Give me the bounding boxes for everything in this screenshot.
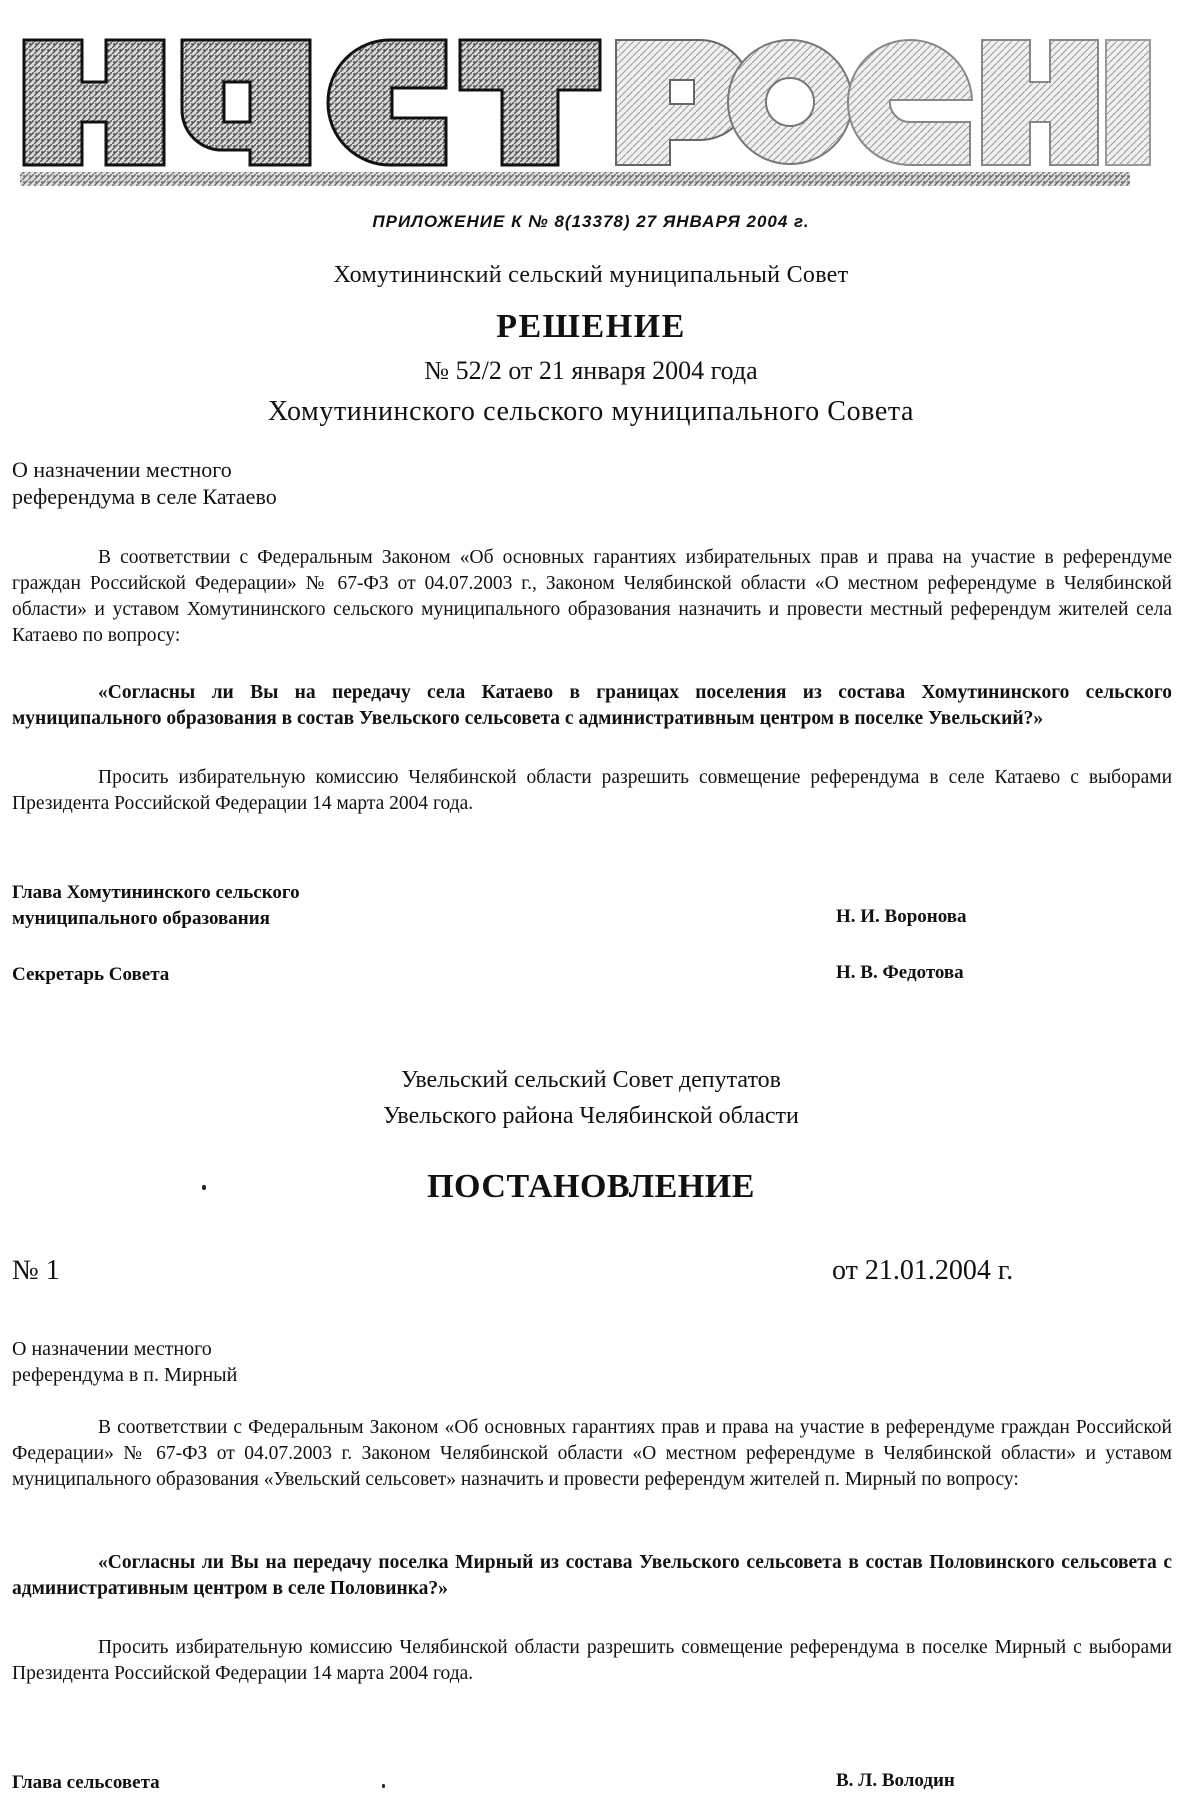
doc2-signatory-name: В. Л. Володин [836, 1770, 955, 1791]
doc2-body [12, 1415, 1172, 1493]
doc1-of-line: Хомутининского сельского муниципального Совета [267, 396, 915, 427]
doc2-subject-line-1: О назначении местного [12, 1338, 212, 1360]
doc2-date: от 21.01.2004 г. [832, 1255, 1014, 1286]
doc2-number: № 1 [12, 1255, 60, 1286]
doc1-subject-line-1: О назначении местного [12, 457, 232, 482]
doc1-body-text: В соответствии с Федеральным Законом «Об основных гарантиях избирательных прав и права на участие в референдуме граждан Российской Федерации» № 67-ФЗ от 04.07.2003 г., Законом Челябинской области «О местном референдуме в Челябинской области» и уставом Хомутининского сельского муниципального образования назначить и провести местный референдум жителей села Катаево по вопросу: [12, 547, 1172, 646]
doc1-request [12, 765, 1172, 817]
doc1-signatory-1-title [12, 880, 300, 932]
doc1-question [12, 680, 1172, 732]
newspaper-masthead [10, 0, 1170, 205]
print-speck [382, 1784, 385, 1788]
doc2-request [12, 1635, 1172, 1687]
doc1-signatory-1-name: Н. И. Воронова [836, 906, 967, 927]
doc2-request-text: Просить избирательную комиссию Челябинской области разрешить совмещение референдума в поселке Мирный с выборами Президента Российской Федерации 14 марта 2004 года. [12, 1637, 1172, 1684]
doc2-body-text: В соответствии с Федеральным Законом «Об основных гарантиях прав и права на участие в референдуме граждан Российской Федерации» № 67-ФЗ от 04.07.2003 г. Законом Челябинской области «О местном референдуме в Челябинской области» и уставом муниципального образования «Увельский сельсовет» назначить и провести референдум жителей п. Мирный по вопросу: [12, 1417, 1172, 1490]
doc1-council: Хомутининский сельский муниципальный Совет [333, 262, 849, 288]
doc2-subject-line-2: референдума в п. Мирный [12, 1364, 238, 1386]
supplement-line: ПРИЛОЖЕНИЕ К № 8(13378) 27 ЯНВАРЯ 2004 г. [372, 212, 810, 231]
doc1-subject [12, 456, 277, 510]
doc2-council [0, 1062, 1182, 1134]
doc1-sig1-title-line-1: Глава Хомутининского сельского [12, 882, 300, 903]
doc1-number-line: № 52/2 от 21 января 2004 года [424, 356, 758, 385]
doc2-signatory-title: Глава сельсовета [12, 1772, 160, 1793]
doc1-body [12, 545, 1172, 649]
doc1-sig1-title-line-2: муниципального образования [12, 908, 270, 929]
doc2-type: ПОСТАНОВЛЕНИЕ [427, 1168, 755, 1205]
doc1-signatory-2-name: Н. В. Федотова [836, 962, 964, 983]
doc2-question-text: «Согласны ли Вы на передачу поселка Мирный из состава Увельского сельсовета в состав Половинского сельсовета с административным центром в селе Половинка?» [12, 1552, 1172, 1599]
doc1-question-text: «Согласны ли Вы на передачу села Катаево в границах поселения из состава Хомутининского сельского муниципального образования в состав Увельского сельсовета с административным центром в поселке Увельский?» [12, 682, 1172, 729]
doc2-council-line-2: Увельского района Челябинской области [383, 1103, 799, 1129]
doc2-question [12, 1550, 1172, 1602]
doc2-subject [12, 1336, 237, 1388]
doc2-council-line-1: Увельский сельский Совет депутатов [401, 1067, 781, 1093]
doc1-signatory-2-title: Секретарь Совета [12, 964, 170, 985]
masthead-logo [10, 0, 1170, 205]
doc1-type: РЕШЕНИЕ [496, 308, 686, 345]
doc1-subject-line-2: референдума в селе Катаево [12, 484, 277, 509]
doc1-request-text: Просить избирательную комиссию Челябинской области разрешить совмещение референдума в селе Катаево с выборами Президента Российской Федерации 14 марта 2004 года. [12, 767, 1172, 814]
